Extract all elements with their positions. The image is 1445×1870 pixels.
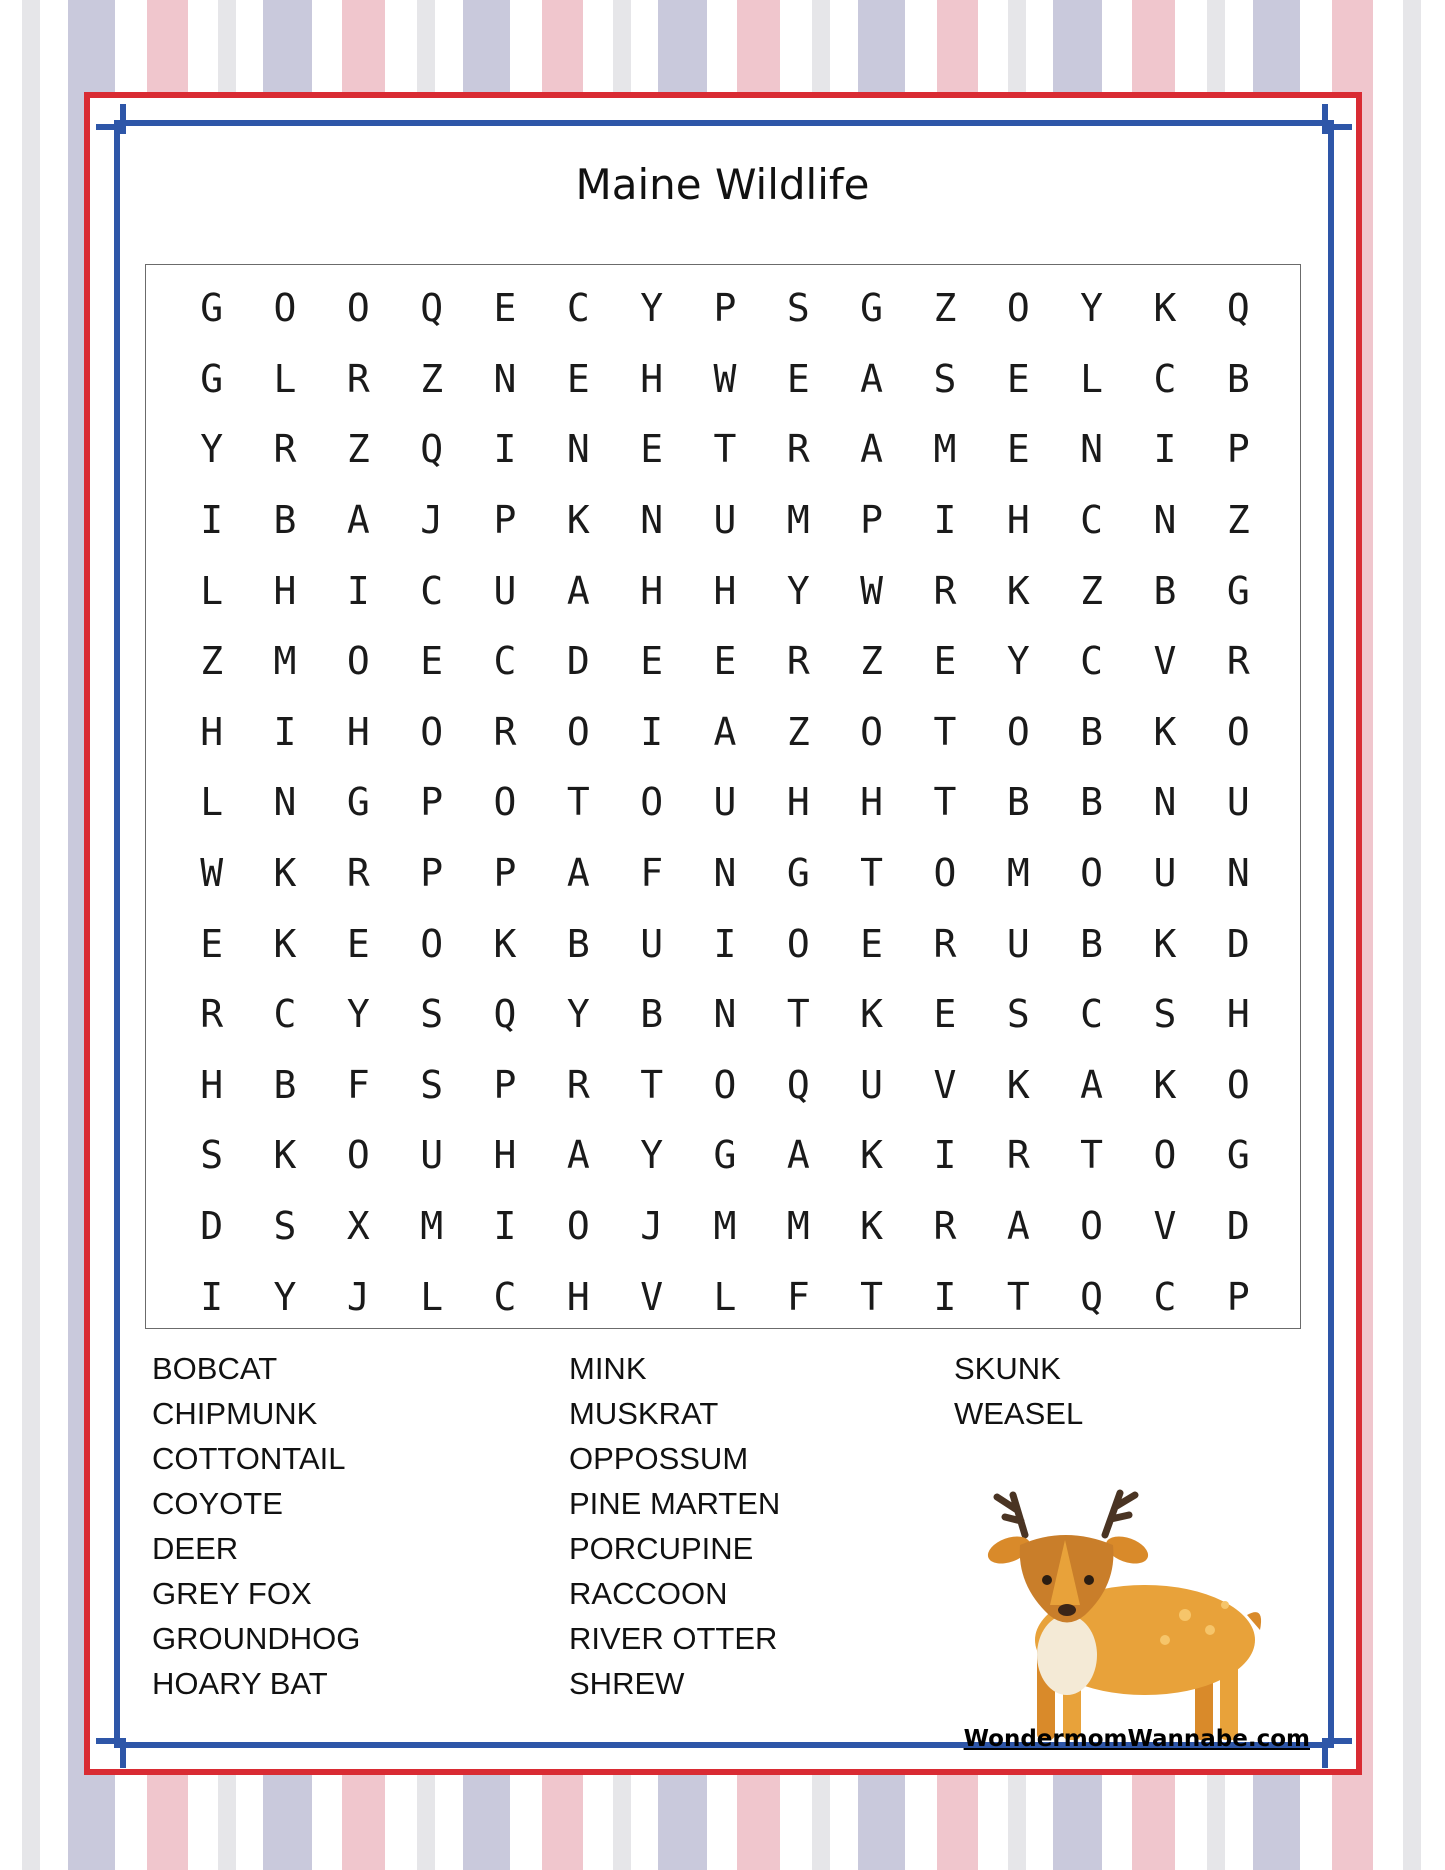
grid-letter: E (346, 921, 370, 966)
grid-letter: V (1153, 1204, 1177, 1249)
grid-letter: R (786, 639, 810, 684)
grid-letter: K (860, 1204, 884, 1249)
grid-letter: B (640, 992, 664, 1037)
grid-letter: Y (1080, 286, 1104, 331)
grid-letter: L (273, 356, 297, 401)
grid-letter: N (1153, 780, 1177, 825)
grid-letter: K (1153, 286, 1177, 331)
grid-letter: C (1153, 1274, 1177, 1319)
grid-letter: V (640, 1274, 664, 1319)
grid-letter: H (640, 568, 664, 613)
grid-letter: S (1006, 992, 1030, 1037)
grid-letter: I (933, 498, 957, 543)
grid-letter: K (273, 1133, 297, 1178)
grid-letter: U (493, 568, 517, 613)
grid-letter: J (346, 1274, 370, 1319)
grid-letter: B (1080, 709, 1104, 754)
grid-letter: D (1226, 921, 1250, 966)
grid-letter: W (860, 568, 884, 613)
grid-letter: E (786, 356, 810, 401)
grid-letter: A (860, 427, 884, 472)
grid-letter: K (493, 921, 517, 966)
grid-letter: Z (933, 286, 957, 331)
grid-letter: A (566, 1133, 590, 1178)
grid-letter: Q (420, 286, 444, 331)
grid-letter: N (566, 427, 590, 472)
grid-letter: M (713, 1204, 737, 1249)
grid-letter: Y (273, 1274, 297, 1319)
grid-letter: H (786, 780, 810, 825)
grid-letter: M (933, 427, 957, 472)
grid-letter: E (493, 286, 517, 331)
grid-letter: O (786, 921, 810, 966)
grid-letter: O (1080, 1204, 1104, 1249)
grid-letter: O (860, 709, 884, 754)
grid-letter: C (493, 639, 517, 684)
word-list-item: GREY FOX (152, 1576, 312, 1611)
grid-letter: U (1226, 780, 1250, 825)
grid-letter: K (1153, 921, 1177, 966)
grid-letter: E (860, 921, 884, 966)
grid-letter: O (566, 709, 590, 754)
grid-letter: Y (786, 568, 810, 613)
frame-tick (120, 1738, 126, 1768)
grid-letter: A (713, 709, 737, 754)
grid-letter: O (346, 1133, 370, 1178)
grid-letter: Q (1226, 286, 1250, 331)
word-list-item: WEASEL (954, 1396, 1084, 1431)
grid-letter: E (933, 992, 957, 1037)
grid-letter: S (933, 356, 957, 401)
grid-letter: U (420, 1133, 444, 1178)
grid-letter: H (200, 709, 224, 754)
grid-letter: G (860, 286, 884, 331)
grid-letter: E (713, 639, 737, 684)
grid-letter: K (1006, 568, 1030, 613)
word-list-item: RACCOON (569, 1576, 728, 1611)
grid-letter: N (1153, 498, 1177, 543)
grid-letter: A (346, 498, 370, 543)
grid-letter: Z (860, 639, 884, 684)
grid-letter: T (933, 709, 957, 754)
grid-letter: C (1080, 498, 1104, 543)
grid-letter: I (713, 921, 737, 966)
grid-letter: K (566, 498, 590, 543)
word-list-item: MUSKRAT (569, 1396, 719, 1431)
grid-letter: A (1006, 1204, 1030, 1249)
grid-letter: Z (1080, 568, 1104, 613)
grid-letter: T (640, 1062, 664, 1107)
grid-letter: P (860, 498, 884, 543)
grid-letter: A (860, 356, 884, 401)
grid-letter: L (200, 568, 224, 613)
grid-letter: E (566, 356, 590, 401)
grid-letter: O (566, 1204, 590, 1249)
grid-letter: R (933, 1204, 957, 1249)
grid-letter: Y (640, 286, 664, 331)
grid-letter: N (713, 851, 737, 896)
grid-letter: Z (1226, 498, 1250, 543)
grid-letter: N (713, 992, 737, 1037)
grid-letter: R (1006, 1133, 1030, 1178)
grid-letter: P (1226, 1274, 1250, 1319)
grid-letter: O (1153, 1133, 1177, 1178)
grid-letter: H (273, 568, 297, 613)
website-link[interactable]: WondermomWannabe.com (963, 1726, 1310, 1752)
grid-letter: N (640, 498, 664, 543)
grid-letter: T (713, 427, 737, 472)
grid-letter: S (200, 1133, 224, 1178)
grid-letter: C (420, 568, 444, 613)
grid-letter: U (713, 780, 737, 825)
grid-letter: H (200, 1062, 224, 1107)
grid-letter: B (273, 1062, 297, 1107)
grid-letter: R (273, 427, 297, 472)
grid-letter: C (1080, 992, 1104, 1037)
grid-letter: Z (420, 356, 444, 401)
grid-letter: K (273, 851, 297, 896)
grid-letter: U (713, 498, 737, 543)
grid-letter: D (200, 1204, 224, 1249)
deer-icon (985, 1455, 1275, 1745)
word-list-item: COYOTE (152, 1486, 283, 1521)
grid-letter: T (860, 851, 884, 896)
grid-letter: K (1153, 709, 1177, 754)
grid-letter: R (200, 992, 224, 1037)
grid-letter: Z (346, 427, 370, 472)
grid-letter: I (640, 709, 664, 754)
grid-letter: M (786, 1204, 810, 1249)
word-list-item: BOBCAT (152, 1351, 278, 1386)
grid-letter: H (1226, 992, 1250, 1037)
word-column (152, 1346, 569, 1706)
grid-letter: U (860, 1062, 884, 1107)
grid-letter: T (786, 992, 810, 1037)
grid-letter: I (933, 1133, 957, 1178)
grid-letter: E (1006, 427, 1030, 472)
grid-letter: Y (200, 427, 224, 472)
grid-letter: O (1006, 286, 1030, 331)
word-list-item: SHREW (569, 1666, 685, 1701)
grid-letter: B (1080, 921, 1104, 966)
grid-letter: O (1226, 1062, 1250, 1107)
grid-letter: V (1153, 639, 1177, 684)
grid-letter: A (1080, 1062, 1104, 1107)
grid-letter: F (786, 1274, 810, 1319)
grid-letter: O (1226, 709, 1250, 754)
grid-letter: P (493, 1062, 517, 1107)
grid-letter: B (566, 921, 590, 966)
grid-letter: F (640, 851, 664, 896)
grid-letter: M (1006, 851, 1030, 896)
grid-letter: T (1006, 1274, 1030, 1319)
grid-letter: Y (640, 1133, 664, 1178)
grid-letter: I (273, 709, 297, 754)
grid-letter: S (420, 1062, 444, 1107)
grid-letter: S (1153, 992, 1177, 1037)
grid-letter: U (1153, 851, 1177, 896)
grid-letter: M (786, 498, 810, 543)
grid-letter: K (860, 1133, 884, 1178)
grid-letter: G (1226, 568, 1250, 613)
grid-letter: C (566, 286, 590, 331)
grid-letter: O (640, 780, 664, 825)
grid-letter: H (346, 709, 370, 754)
grid-letter: G (200, 286, 224, 331)
grid-letter: E (640, 427, 664, 472)
grid-letter: L (713, 1274, 737, 1319)
grid-letter: E (420, 639, 444, 684)
grid-letter: C (493, 1274, 517, 1319)
grid-letter: B (1006, 780, 1030, 825)
grid-letter: K (273, 921, 297, 966)
grid-letter: T (860, 1274, 884, 1319)
grid-letter: G (786, 851, 810, 896)
grid-letter: N (493, 356, 517, 401)
grid-letter: W (200, 851, 224, 896)
grid-letter: U (1006, 921, 1030, 966)
grid-letter: R (346, 851, 370, 896)
grid-letter: L (1080, 356, 1104, 401)
grid-letter: Z (200, 639, 224, 684)
grid-letter: G (713, 1133, 737, 1178)
grid-letter: C (273, 992, 297, 1037)
grid-letter: B (273, 498, 297, 543)
grid-letter: I (200, 498, 224, 543)
grid-letter: P (420, 851, 444, 896)
grid-letter: Q (493, 992, 517, 1037)
grid-letter: E (640, 639, 664, 684)
word-list-item: HOARY BAT (152, 1666, 328, 1701)
grid-letter: G (1226, 1133, 1250, 1178)
letter-grid (145, 264, 1301, 1329)
grid-letter: B (1226, 356, 1250, 401)
grid-letter: R (786, 427, 810, 472)
grid-letter: Q (786, 1062, 810, 1107)
grid-letter: R (566, 1062, 590, 1107)
grid-letter: Q (420, 427, 444, 472)
word-list-item: CHIPMUNK (152, 1396, 318, 1431)
grid-letter: B (1080, 780, 1104, 825)
grid-letter: O (346, 286, 370, 331)
grid-letter: P (420, 780, 444, 825)
word-list-item: OPPOSSUM (569, 1441, 749, 1476)
grid-letter: E (200, 921, 224, 966)
grid-letter: F (346, 1062, 370, 1107)
word-list-item: PORCUPINE (569, 1531, 754, 1566)
grid-letter: S (420, 992, 444, 1037)
grid-letter: O (420, 709, 444, 754)
grid-letter: E (933, 639, 957, 684)
grid-letter: I (1153, 427, 1177, 472)
grid-letter: O (713, 1062, 737, 1107)
grid-letter: O (346, 639, 370, 684)
grid-letter: J (420, 498, 444, 543)
grid-letter: O (493, 780, 517, 825)
grid-letter: N (1080, 427, 1104, 472)
grid-letter: O (273, 286, 297, 331)
grid-letter: K (1006, 1062, 1030, 1107)
grid-letter: W (713, 356, 737, 401)
word-list-item: DEER (152, 1531, 239, 1566)
grid-letter: J (640, 1204, 664, 1249)
grid-letter: H (1006, 498, 1030, 543)
grid-letter: H (640, 356, 664, 401)
grid-letter: T (1080, 1133, 1104, 1178)
grid-letter: T (566, 780, 590, 825)
grid-letter: N (273, 780, 297, 825)
grid-letter: P (493, 498, 517, 543)
grid-letter: R (493, 709, 517, 754)
grid-letter: I (493, 427, 517, 472)
grid-letter: K (1153, 1062, 1177, 1107)
grid-letter: P (713, 286, 737, 331)
grid-letter: O (933, 851, 957, 896)
grid-letter: O (1006, 709, 1030, 754)
grid-letter: L (420, 1274, 444, 1319)
grid-letter: R (933, 568, 957, 613)
grid-letter: Q (1080, 1274, 1104, 1319)
grid-letter: L (200, 780, 224, 825)
grid-letter: P (1226, 427, 1250, 472)
grid-letter: A (566, 851, 590, 896)
grid-letter: R (933, 921, 957, 966)
grid-letter: D (1226, 1204, 1250, 1249)
grid-letter: R (1226, 639, 1250, 684)
grid-letter: S (273, 1204, 297, 1249)
grid-letter: G (346, 780, 370, 825)
grid-letter: M (420, 1204, 444, 1249)
word-list-item: GROUNDHOG (152, 1621, 361, 1656)
frame-tick (1322, 104, 1328, 134)
grid-letter: U (640, 921, 664, 966)
grid-letter: G (200, 356, 224, 401)
grid-letter: X (346, 1204, 370, 1249)
grid-letter: C (1153, 356, 1177, 401)
grid-letter: R (346, 356, 370, 401)
grid-letter: I (493, 1204, 517, 1249)
grid-letter: O (1080, 851, 1104, 896)
grid-letter: Y (1006, 639, 1030, 684)
grid-letter: I (200, 1274, 224, 1319)
grid-letter: Z (786, 709, 810, 754)
grid-letter: H (493, 1133, 517, 1178)
grid-letter: B (1153, 568, 1177, 613)
grid-letter: N (1226, 851, 1250, 896)
grid-letter: C (1080, 639, 1104, 684)
grid-letter: D (566, 639, 590, 684)
grid-letter: A (786, 1133, 810, 1178)
grid-letter: P (493, 851, 517, 896)
word-list-item: MINK (569, 1351, 647, 1386)
grid-letter: H (566, 1274, 590, 1319)
frame-tick (1322, 1738, 1328, 1768)
grid-letter: S (786, 286, 810, 331)
grid-letter: I (933, 1274, 957, 1319)
word-list-item: COTTONTAIL (152, 1441, 346, 1476)
grid-letter: O (420, 921, 444, 966)
grid-letter: E (1006, 356, 1030, 401)
word-list-item: PINE MARTEN (569, 1486, 781, 1521)
grid-letter: H (713, 568, 737, 613)
grid-letter: M (273, 639, 297, 684)
frame-tick (120, 104, 126, 134)
grid-letter: Y (566, 992, 590, 1037)
word-list-item: SKUNK (954, 1351, 1061, 1386)
grid-letter: V (933, 1062, 957, 1107)
page-title: Maine Wildlife (575, 160, 870, 209)
grid-letter: H (860, 780, 884, 825)
grid-letter: Y (346, 992, 370, 1037)
grid-letter: A (566, 568, 590, 613)
word-list-item: RIVER OTTER (569, 1621, 778, 1656)
grid-letter: T (933, 780, 957, 825)
word-column (569, 1346, 954, 1706)
grid-letter: K (860, 992, 884, 1037)
grid-letter: I (346, 568, 370, 613)
